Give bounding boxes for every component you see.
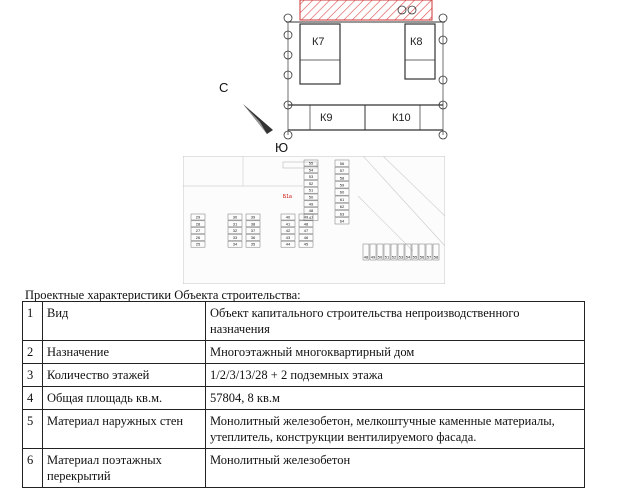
parking-cell-label: 48 <box>363 254 369 260</box>
parking-cell-label: 54 <box>405 254 411 260</box>
row-num: 5 <box>23 410 43 449</box>
row-num: 3 <box>23 364 43 387</box>
table-row <box>23 387 585 410</box>
row-label: Материал поэтажных перекрытий <box>43 449 206 488</box>
parking-cell-label: 41 <box>285 221 291 227</box>
parking-cell-label: 36 <box>250 234 256 240</box>
row-label: Вид <box>43 302 206 341</box>
row-value: Монолитный железобетон <box>206 449 585 488</box>
characteristics-table <box>22 301 585 488</box>
table-row <box>23 341 585 364</box>
parking-cell-label: 37 <box>250 228 256 234</box>
parking-cell-label: 44 <box>285 241 291 247</box>
parking-cell-label: 46 <box>303 234 309 240</box>
row-label: Количество этажей <box>43 364 206 387</box>
parking-cell-label: 43 <box>285 234 291 240</box>
parking-cell-label: 63 <box>339 211 345 217</box>
parking-cell-label: 33 <box>232 234 238 240</box>
parking-cell-label: 35 <box>250 241 256 247</box>
row-value: 1/2/3/13/28 + 2 подземных этажа <box>206 364 585 387</box>
row-num: 2 <box>23 341 43 364</box>
row-num: 1 <box>23 302 43 341</box>
parking-cell-label: 53 <box>308 174 314 180</box>
plan-label-k7: К7 <box>312 36 325 48</box>
row-label: Общая площадь кв.м. <box>43 387 206 410</box>
row-value: 57804, 8 кв.м <box>206 387 585 410</box>
parking-cell-label: 47 <box>308 214 314 220</box>
parking-cell-label: 62 <box>339 204 345 210</box>
parking-cell-label: 30 <box>232 214 238 220</box>
row-label: Назначение <box>43 341 206 364</box>
parking-marker: Б1а <box>283 194 292 200</box>
floor-plan-parking <box>183 156 445 284</box>
parking-cell-label: 61 <box>339 196 345 202</box>
parking-cell-label: 40 <box>285 214 291 220</box>
plan-label-k10: К10 <box>392 112 411 124</box>
table-row <box>23 302 585 341</box>
parking-cell-label: 45 <box>303 241 309 247</box>
parking-cell-label: 57 <box>339 168 345 174</box>
row-value: Монолитный железобетон, мелкоштучные каменные материалы, утеплитель, конструкции вентилируемого фасада. <box>206 410 585 449</box>
parking-cell-label: 51 <box>384 254 390 260</box>
parking-cell-label: 55 <box>308 160 314 166</box>
plan-label-k9: К9 <box>320 112 333 124</box>
parking-cell-label: 32 <box>232 228 238 234</box>
table-row <box>23 364 585 387</box>
compass-south-label: Ю <box>275 140 289 155</box>
parking-cell-label: 54 <box>308 167 314 173</box>
row-value: Объект капитального строительства непроизводственного назначения <box>206 302 585 341</box>
parking-cell-label: 27 <box>195 228 201 234</box>
row-num: 6 <box>23 449 43 488</box>
parking-cell-label: 42 <box>285 228 291 234</box>
parking-cell-label: 58 <box>433 254 439 260</box>
parking-cell-label: 38 <box>250 221 256 227</box>
floor-plan-top <box>270 0 460 150</box>
parking-cell-label: 29 <box>195 214 201 220</box>
row-num: 4 <box>23 387 43 410</box>
parking-cell-label: 26 <box>195 234 201 240</box>
parking-cell-label: 28 <box>195 221 201 227</box>
parking-cell-label: 59 <box>339 182 345 188</box>
parking-cell-label: 39 <box>250 214 256 220</box>
plan-label-k8: К8 <box>410 36 423 48</box>
characteristics-caption: Проектные характеристики Объекта строительства: <box>25 288 301 302</box>
parking-cell-label: 53 <box>398 254 404 260</box>
parking-cell-label: 64 <box>339 218 345 224</box>
parking-cell-label: 52 <box>391 254 397 260</box>
parking-cell-label: 31 <box>232 221 238 227</box>
parking-cell-label: 55 <box>412 254 418 260</box>
parking-cell-label: 56 <box>339 160 345 166</box>
parking-cell-label: 60 <box>339 189 345 195</box>
parking-cell-label: 56 <box>419 254 425 260</box>
parking-cell-label: 25 <box>195 241 201 247</box>
row-label: Материал наружных стен <box>43 410 206 449</box>
compass-north-label: С <box>219 80 229 95</box>
parking-cell-label: 47 <box>303 228 309 234</box>
parking-cell-label: 49 <box>370 254 376 260</box>
table-row <box>23 449 585 488</box>
parking-cell-label: 48 <box>303 221 309 227</box>
parking-cell-label: 49 <box>308 201 314 207</box>
parking-cell-label: 49 <box>303 214 309 220</box>
parking-cell-label: 34 <box>232 241 238 247</box>
parking-cell-label: 50 <box>377 254 383 260</box>
parking-cell-label: 50 <box>308 194 314 200</box>
parking-cell-label: 58 <box>339 175 345 181</box>
parking-cell-label: 57 <box>426 254 432 260</box>
compass-icon <box>215 72 290 157</box>
parking-cell-label: 51 <box>308 187 314 193</box>
parking-cell-label: 48 <box>308 208 314 214</box>
parking-cell-label: 52 <box>308 180 314 186</box>
table-row <box>23 410 585 449</box>
row-value: Многоэтажный многоквартирный дом <box>206 341 585 364</box>
